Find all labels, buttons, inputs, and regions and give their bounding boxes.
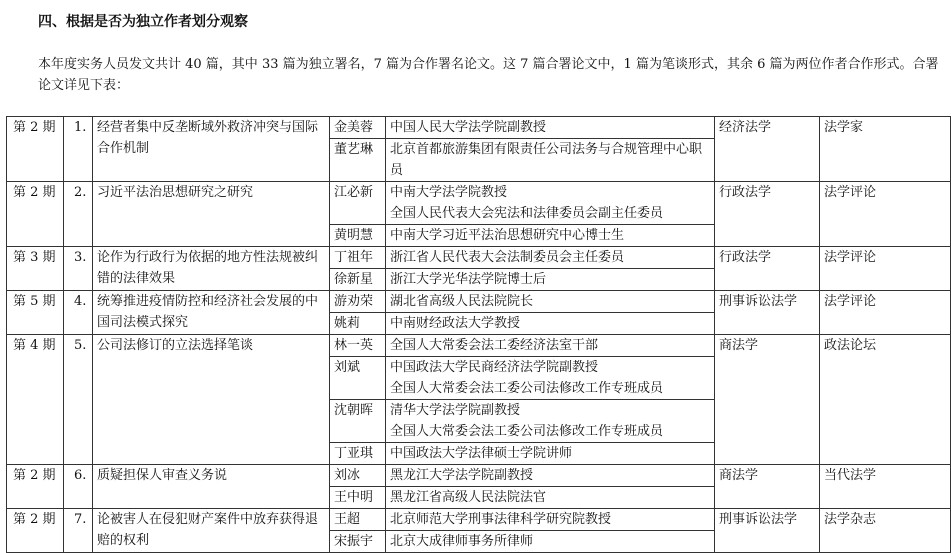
table-row <box>7 182 951 225</box>
field-cell: 行政法学 <box>715 247 820 291</box>
title-cell: 统筹推进疫情防控和经济社会发展的中国司法模式探究 <box>93 291 330 335</box>
affiliation-cell <box>386 443 715 465</box>
author-name-cell: 王超 <box>330 509 386 531</box>
title-cell: 质疑担保人审查义务说 <box>93 465 330 509</box>
index-cell: 5. <box>64 335 93 465</box>
affiliation-line: 浙江省人民代表大会法制委员会主任委员 <box>390 250 625 265</box>
affiliation-cell <box>386 117 715 139</box>
affiliation-line: 北京师范大学刑事法律科学研究院教授 <box>390 512 612 527</box>
index-cell: 6. <box>64 465 93 509</box>
affiliation-cell <box>386 182 715 225</box>
field-cell: 行政法学 <box>715 182 820 247</box>
author-name-cell: 游劝荣 <box>330 291 386 313</box>
journal-cell: 法学评论 <box>820 247 951 291</box>
author-name-cell: 沈朝晖 <box>330 400 386 443</box>
journal-cell: 法学杂志 <box>820 509 951 553</box>
field-cell: 商法学 <box>715 465 820 509</box>
affiliation-cell <box>386 269 715 291</box>
affiliation-line: 湖北省高级人民法院院长 <box>390 294 534 309</box>
title-cell: 习近平法治思想研究之研究 <box>93 182 330 247</box>
intro-paragraph: 本年度实务人员发文共计 40 篇，其中 33 篇为独立署名，7 篇为合作署名论文。这 7 篇合署论文中，1 篇为笔谈形式，其余 6 篇为两位作者合作形式。合署论文详见下表： <box>38 57 939 93</box>
author-name-cell: 董艺琳 <box>330 139 386 182</box>
author-name-cell: 姚莉 <box>330 313 386 335</box>
affiliation-line: 北京大成律师事务所律师 <box>390 534 534 549</box>
affiliation-line: 全国人大常委会法工委经济法室干部 <box>390 338 599 353</box>
affiliation-line: 全国人大常委会法工委公司法修改工作专班成员 <box>390 424 664 439</box>
affiliation-cell <box>386 247 715 269</box>
author-name-cell: 丁祖年 <box>330 247 386 269</box>
affiliation-line: 中南财经政法大学教授 <box>390 316 521 331</box>
affiliation-cell <box>386 487 715 509</box>
journal-cell: 当代法学 <box>820 465 951 509</box>
affiliation-line: 黑龙江大学法学院副教授 <box>390 468 534 483</box>
index-cell: 7. <box>64 509 93 553</box>
affiliation-cell <box>386 400 715 443</box>
table-row <box>7 291 951 313</box>
affiliation-cell <box>386 357 715 400</box>
co-authored-papers-table <box>6 116 951 553</box>
table-row <box>7 335 951 357</box>
title-cell: 论被害人在侵犯财产案件中放弃获得退赔的权利 <box>93 509 330 553</box>
author-name-cell: 刘冰 <box>330 465 386 487</box>
affiliation-line: 黑龙江省高级人民法院法官 <box>390 490 547 505</box>
table-row <box>7 465 951 487</box>
affiliation-line: 清华大学法学院副教授 <box>390 403 521 418</box>
author-name-cell: 江必新 <box>330 182 386 225</box>
table-row <box>7 117 951 139</box>
field-cell: 商法学 <box>715 335 820 465</box>
affiliation-line: 中南大学法学院教授 <box>390 185 508 200</box>
journal-cell: 政法论坛 <box>820 335 951 465</box>
index-cell: 2. <box>64 182 93 247</box>
issue-cell: 第 2 期 <box>7 182 64 247</box>
title-cell: 公司法修订的立法选择笔谈 <box>93 335 330 465</box>
field-cell: 经济法学 <box>715 117 820 182</box>
author-name-cell: 黄明慧 <box>330 225 386 247</box>
affiliation-line: 全国人大常委会法工委公司法修改工作专班成员 <box>390 381 664 396</box>
affiliation-cell <box>386 509 715 531</box>
issue-cell: 第 3 期 <box>7 247 64 291</box>
affiliation-line: 浙江大学光华法学院博士后 <box>390 272 547 287</box>
author-name-cell: 王中明 <box>330 487 386 509</box>
affiliation-line: 中国政法大学民商经济法学院副教授 <box>390 360 599 375</box>
index-cell: 4. <box>64 291 93 335</box>
author-name-cell: 丁亚琪 <box>330 443 386 465</box>
author-name-cell: 刘斌 <box>330 357 386 400</box>
affiliation-cell <box>386 335 715 357</box>
table-row <box>7 509 951 531</box>
index-cell: 1. <box>64 117 93 182</box>
title-cell: 论作为行政行为依据的地方性法规被纠错的法律效果 <box>93 247 330 291</box>
affiliation-cell <box>386 531 715 553</box>
author-name-cell: 金美蓉 <box>330 117 386 139</box>
affiliation-line: 中国政法大学法律硕士学院讲师 <box>390 446 573 461</box>
table-row <box>7 247 951 269</box>
affiliation-line: 中国人民大学法学院副教授 <box>390 120 547 135</box>
index-cell: 3. <box>64 247 93 291</box>
author-name-cell: 徐新星 <box>330 269 386 291</box>
issue-cell: 第 2 期 <box>7 117 64 182</box>
affiliation-line: 中南大学习近平法治思想研究中心博士生 <box>390 228 625 243</box>
issue-cell: 第 4 期 <box>7 335 64 465</box>
author-name-cell: 宋振宇 <box>330 531 386 553</box>
affiliation-cell <box>386 291 715 313</box>
issue-cell: 第 2 期 <box>7 465 64 509</box>
author-name-cell: 林一英 <box>330 335 386 357</box>
section-heading: 四、根据是否为独立作者划分观察 <box>38 14 248 30</box>
affiliation-line: 全国人民代表大会宪法和法律委员会副主任委员 <box>390 206 664 221</box>
field-cell: 刑事诉讼法学 <box>715 291 820 335</box>
field-cell: 刑事诉讼法学 <box>715 509 820 553</box>
journal-cell: 法学评论 <box>820 182 951 247</box>
affiliation-cell <box>386 139 715 182</box>
title-cell: 经营者集中反垄断域外救济冲突与国际合作机制 <box>93 117 330 182</box>
journal-cell: 法学家 <box>820 117 951 182</box>
affiliation-cell <box>386 465 715 487</box>
journal-cell: 法学评论 <box>820 291 951 335</box>
issue-cell: 第 5 期 <box>7 291 64 335</box>
issue-cell: 第 2 期 <box>7 509 64 553</box>
affiliation-cell <box>386 225 715 247</box>
affiliation-line: 北京首都旅游集团有限责任公司法务与合规管理中心职员 <box>390 142 703 178</box>
affiliation-cell <box>386 313 715 335</box>
